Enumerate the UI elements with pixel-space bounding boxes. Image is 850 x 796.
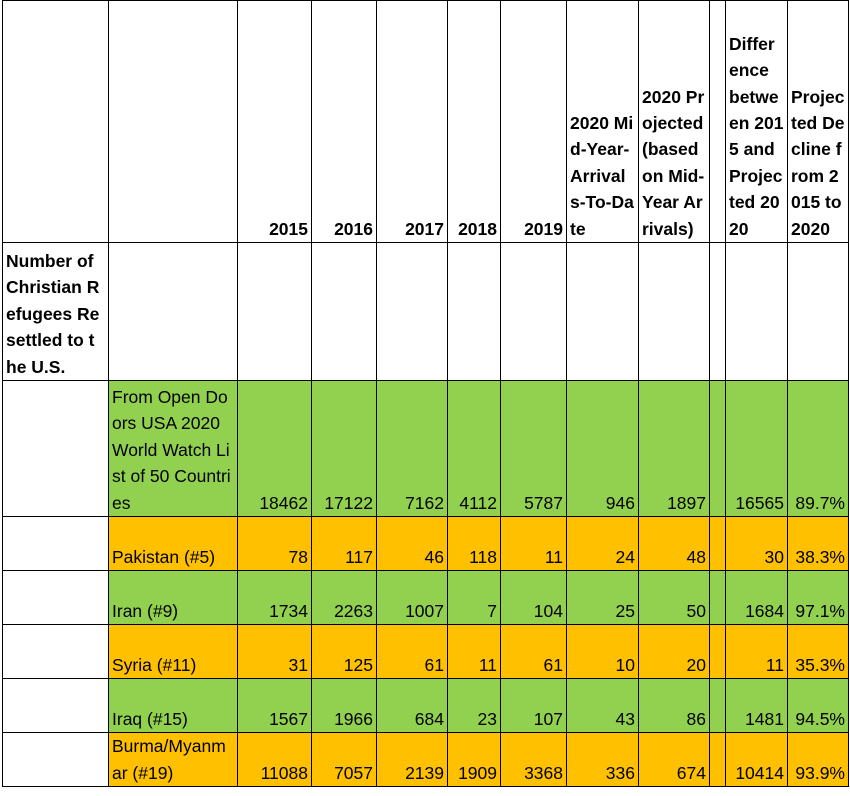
empty-cell — [639, 243, 710, 381]
cell-2019: 104 — [501, 571, 567, 625]
empty-cell — [710, 243, 726, 381]
header-2017: 2017 — [377, 1, 448, 243]
row-lead-cell — [3, 571, 109, 625]
cell-2015: 78 — [238, 517, 312, 571]
table-row — [3, 733, 849, 787]
cell-decline: 97.1% — [788, 571, 849, 625]
cell-2016: 2263 — [312, 571, 377, 625]
row-lead-cell — [3, 625, 109, 679]
header-row — [3, 1, 849, 243]
cell-proj-2020: 50 — [639, 571, 710, 625]
header-mid-2020: 2020 Mid-Year-Arrivals-To-Date — [567, 1, 639, 243]
row-lead-cell — [3, 381, 109, 517]
cell-2016: 125 — [312, 625, 377, 679]
cell-spacer — [710, 679, 726, 733]
empty-cell — [448, 243, 501, 381]
cell-spacer — [710, 733, 726, 787]
cell-2017: 2139 — [377, 733, 448, 787]
table-row — [3, 625, 849, 679]
cell-2015: 1567 — [238, 679, 312, 733]
empty-cell — [238, 243, 312, 381]
cell-2018: 23 — [448, 679, 501, 733]
empty-cell — [788, 243, 849, 381]
cell-decline: 35.3% — [788, 625, 849, 679]
cell-2015: 1734 — [238, 571, 312, 625]
cell-2017: 61 — [377, 625, 448, 679]
header-proj-2020: 2020 Projected (based on Mid-Year Arrivals) — [639, 1, 710, 243]
cell-spacer — [710, 625, 726, 679]
section-label: Number of Christian Refugees Resettled to the U.S. — [3, 243, 109, 381]
cell-mid-2020: 946 — [567, 381, 639, 517]
cell-2017: 46 — [377, 517, 448, 571]
header-2019: 2019 — [501, 1, 567, 243]
cell-mid-2020: 336 — [567, 733, 639, 787]
cell-2018: 7 — [448, 571, 501, 625]
empty-cell — [726, 243, 788, 381]
header-blank — [3, 1, 109, 243]
cell-2015: 11088 — [238, 733, 312, 787]
cell-proj-2020: 48 — [639, 517, 710, 571]
cell-mid-2020: 25 — [567, 571, 639, 625]
cell-2018: 11 — [448, 625, 501, 679]
cell-spacer — [710, 517, 726, 571]
cell-2017: 1007 — [377, 571, 448, 625]
row-name: From Open Doors USA 2020 World Watch List of 50 Countries — [109, 381, 238, 517]
row-name: Iraq (#15) — [109, 679, 238, 733]
cell-2019: 61 — [501, 625, 567, 679]
empty-cell — [501, 243, 567, 381]
cell-2019: 11 — [501, 517, 567, 571]
cell-2016: 17122 — [312, 381, 377, 517]
table-row — [3, 679, 849, 733]
header-2018: 2018 — [448, 1, 501, 243]
cell-difference: 11 — [726, 625, 788, 679]
cell-2017: 684 — [377, 679, 448, 733]
cell-2018: 1909 — [448, 733, 501, 787]
cell-2016: 1966 — [312, 679, 377, 733]
table-row — [3, 381, 849, 517]
header-blank — [109, 1, 238, 243]
row-lead-cell — [3, 733, 109, 787]
cell-2017: 7162 — [377, 381, 448, 517]
cell-proj-2020: 86 — [639, 679, 710, 733]
cell-2019: 107 — [501, 679, 567, 733]
cell-difference: 10414 — [726, 733, 788, 787]
row-name: Syria (#11) — [109, 625, 238, 679]
cell-spacer — [710, 381, 726, 517]
cell-mid-2020: 43 — [567, 679, 639, 733]
cell-proj-2020: 674 — [639, 733, 710, 787]
cell-2018: 118 — [448, 517, 501, 571]
cell-difference: 1684 — [726, 571, 788, 625]
cell-proj-2020: 20 — [639, 625, 710, 679]
cell-spacer — [710, 571, 726, 625]
cell-2018: 4112 — [448, 381, 501, 517]
cell-decline: 94.5% — [788, 679, 849, 733]
cell-2019: 3368 — [501, 733, 567, 787]
empty-cell — [109, 243, 238, 381]
row-lead-cell — [3, 517, 109, 571]
cell-difference: 1481 — [726, 679, 788, 733]
cell-proj-2020: 1897 — [639, 381, 710, 517]
cell-2015: 31 — [238, 625, 312, 679]
cell-difference: 16565 — [726, 381, 788, 517]
empty-cell — [567, 243, 639, 381]
cell-2019: 5787 — [501, 381, 567, 517]
cell-decline: 93.9% — [788, 733, 849, 787]
row-lead-cell — [3, 679, 109, 733]
cell-difference: 30 — [726, 517, 788, 571]
header-difference: Difference between 2015 and Projected 2020 — [726, 1, 788, 243]
empty-cell — [377, 243, 448, 381]
header-2016: 2016 — [312, 1, 377, 243]
row-name: Burma/Myanmar (#19) — [109, 733, 238, 787]
cell-mid-2020: 24 — [567, 517, 639, 571]
cell-2016: 117 — [312, 517, 377, 571]
refugee-table — [2, 0, 849, 787]
cell-decline: 38.3% — [788, 517, 849, 571]
cell-mid-2020: 10 — [567, 625, 639, 679]
cell-2015: 18462 — [238, 381, 312, 517]
cell-decline: 89.7% — [788, 381, 849, 517]
header-spacer — [710, 1, 726, 243]
row-name: Iran (#9) — [109, 571, 238, 625]
table-row — [3, 517, 849, 571]
table-row — [3, 571, 849, 625]
row-name: Pakistan (#5) — [109, 517, 238, 571]
header-decline: Projected Decline from 2015 to 2020 — [788, 1, 849, 243]
empty-cell — [312, 243, 377, 381]
cell-2016: 7057 — [312, 733, 377, 787]
section-row — [3, 243, 849, 381]
header-2015: 2015 — [238, 1, 312, 243]
